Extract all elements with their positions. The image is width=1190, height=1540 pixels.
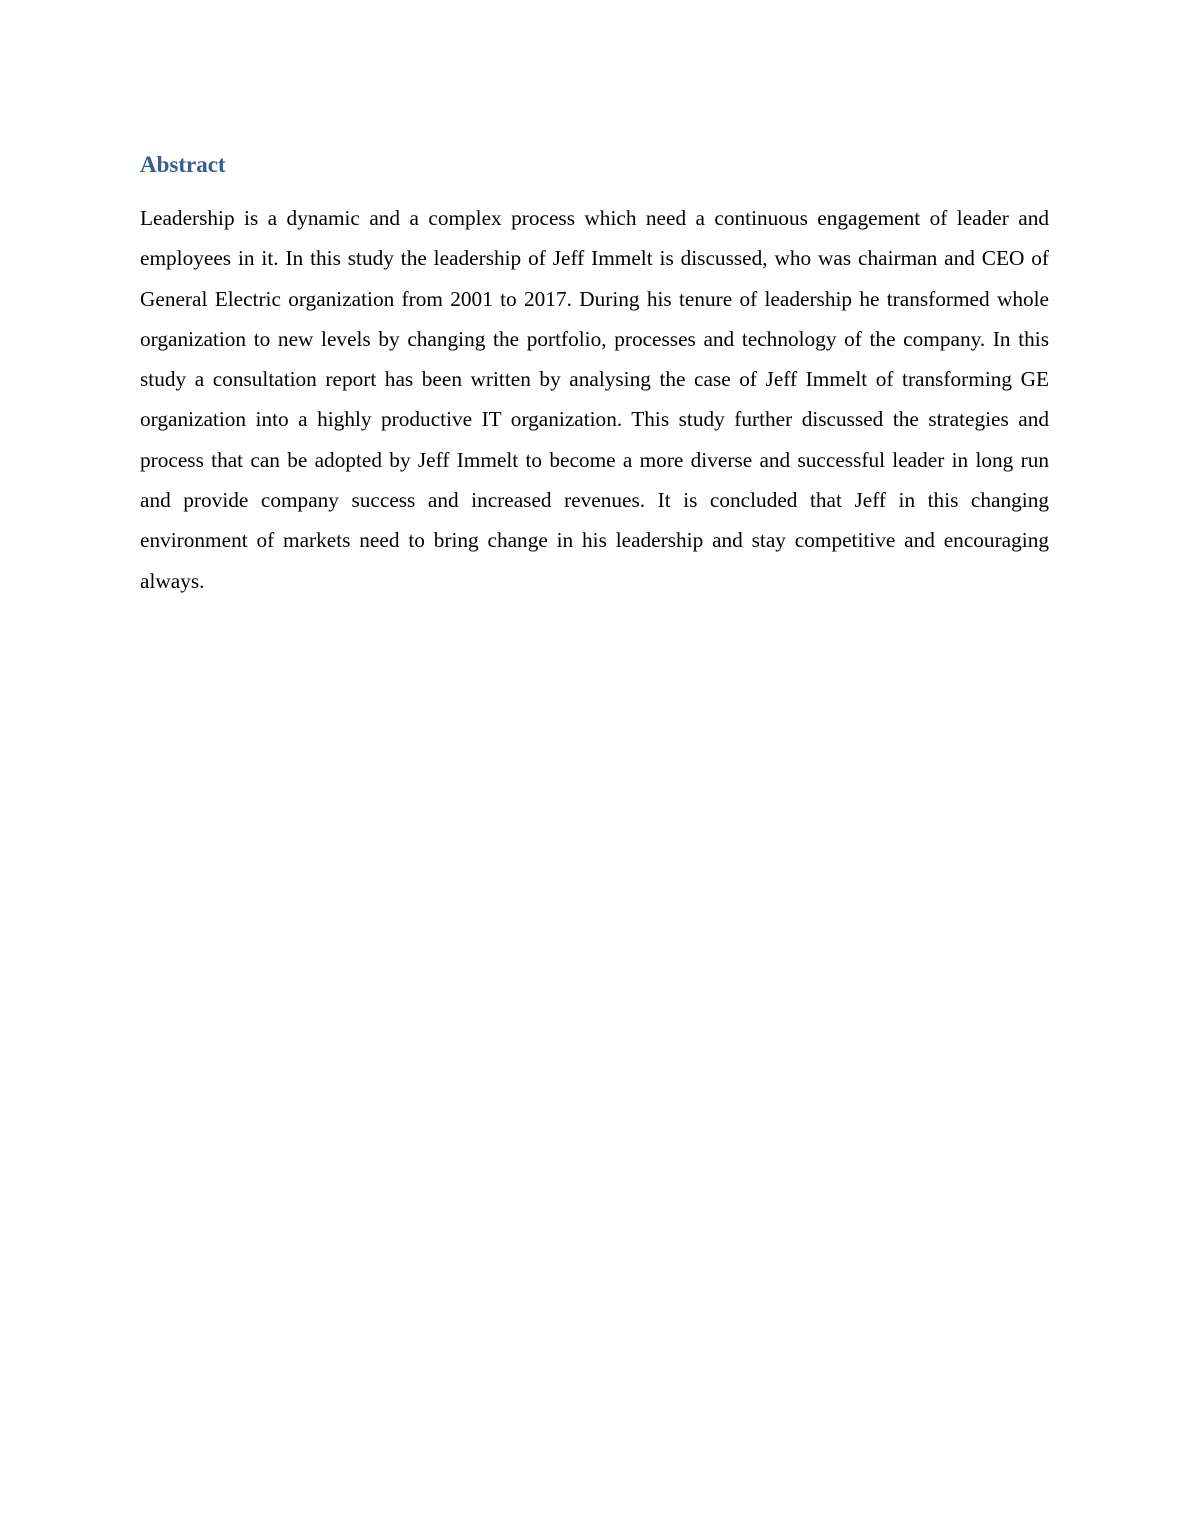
abstract-paragraph: Leadership is a dynamic and a complex process which need a continuous engagement of leader and employees in it. In this study the leadership of Jeff Immelt is discussed, who was chairman and CEO of General Electric organization from 2001 to 2017. During his tenure of leadership he transformed whole organization to new levels by changing the portfolio, processes and technology of the company. In this study a consultation report has been written by analysing the case of Jeff Immelt of transforming GE organization into a highly productive IT organization. This study further discussed the strategies and process that can be adopted by Jeff Immelt to become a more diverse and successful leader in long run and provide company success and increased revenues. It is concluded that Jeff in this changing environment of markets need to bring change in his leadership and stay competitive and encouraging always.	[140, 206, 1049, 593]
abstract-heading: Abstract	[140, 152, 226, 177]
document-content	[140, 150, 1049, 601]
